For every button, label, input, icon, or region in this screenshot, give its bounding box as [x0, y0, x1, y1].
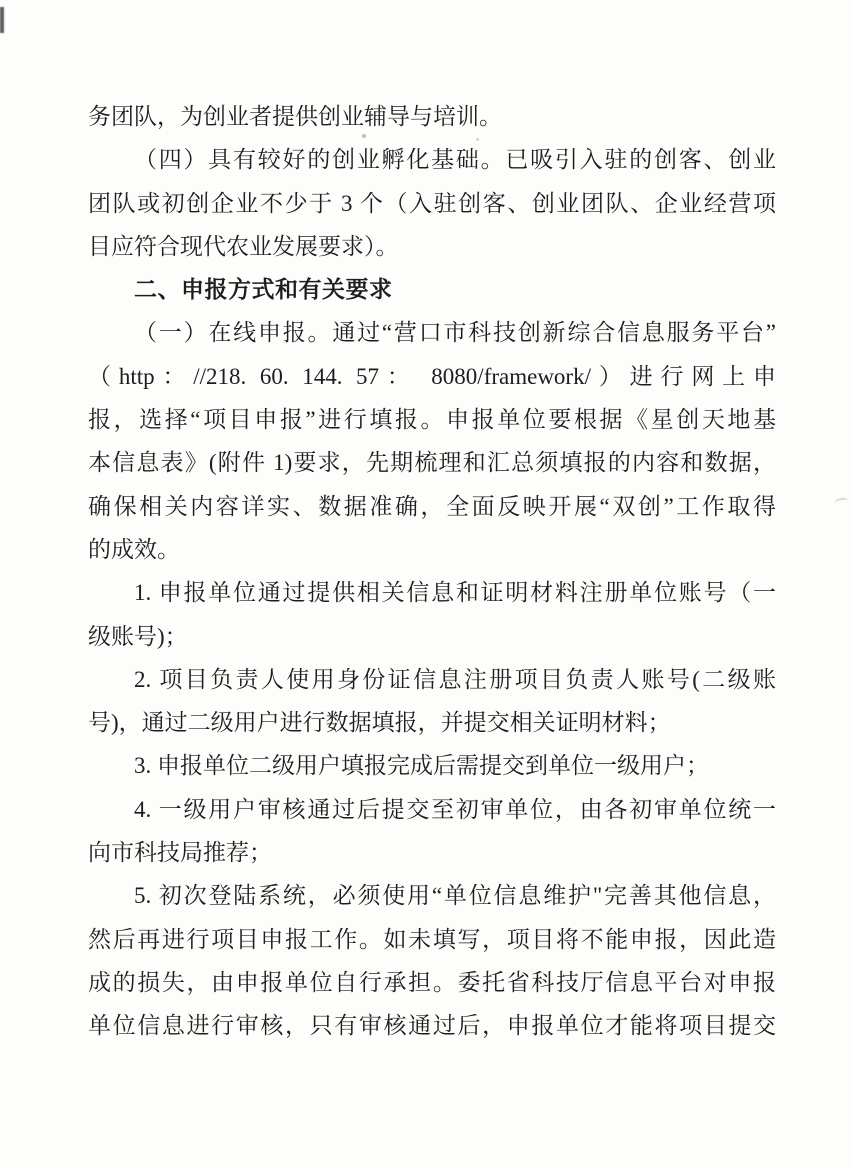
- document-body: [88, 95, 776, 1048]
- paragraph-end-line: 向市科技局推荐；: [88, 840, 272, 866]
- paragraph-line: 确保相关内容详实、数据准确，全面反映开展“双创”工作取得: [88, 493, 776, 519]
- clause-lead-text: （一）在线申报。: [134, 320, 333, 346]
- paragraph-line: 报，选择“项目申报”进行填报。申报单位要根据《星创天地基: [88, 407, 776, 433]
- section-heading: 二、申报方式和有关要求: [134, 276, 393, 303]
- paragraph-end-line: 的成效。: [88, 536, 180, 562]
- paragraph-end-line: 目应符合现代农业发展要求）。: [88, 233, 399, 259]
- paragraph-line: 然后再进行项目申报工作。如未填写，项目将不能申报，因此造: [88, 926, 776, 952]
- paragraph-line: 成的损失，由申报单位自行承担。委托省科技厅信息平台对申报: [88, 969, 776, 995]
- paragraph-line: 单位信息进行审核，只有审核通过后，申报单位才能将项目提交: [88, 1013, 776, 1039]
- paragraph-line: [88, 138, 776, 181]
- paragraph-line: [88, 311, 776, 354]
- paragraph-end-line: 号)，通过二级用户进行数据填报，并提交相关证明材料；: [88, 710, 671, 736]
- paragraph-line: 团队或初创企业不少于 3 个（入驻创客、创业团队、企业经营项: [88, 190, 776, 216]
- scan-edge-smudge: [0, 7, 4, 33]
- numbered-item-line: 2. 项目负责人使用身份证信息注册项目负责人账号(二级账: [134, 666, 776, 692]
- url-line: （http：//218. 60. 144. 57： 8080/framework/）进行网上申: [88, 363, 776, 389]
- scan-scratch-mark: [834, 497, 849, 509]
- numbered-item-line: 4. 一级用户审核通过后提交至初审单位，由各初审单位统一: [134, 796, 776, 822]
- numbered-item-line: 5. 初次登陆系统，必须使用“单位信息维护"完善其他信息，: [134, 883, 776, 909]
- clause-body-text: 通过“营口市科技创新综合信息服务平台”: [332, 320, 777, 346]
- paragraph-continuation-line: 务团队，为创业者提供创业辅导与培训。: [88, 104, 502, 129]
- paragraph-line: 本信息表》(附件 1)要求，先期梳理和汇总须填报的内容和数据，: [88, 450, 776, 476]
- numbered-item-line: 1. 申报单位通过提供相关信息和证明材料注册单位账号（一: [134, 580, 776, 606]
- paragraph-end-line: 级账号)；: [88, 623, 188, 649]
- clause-lead-text: （四）具有较好的创业孵化基础。: [134, 147, 506, 173]
- clause-body-text: 已吸引入驻的创客、创业: [505, 147, 777, 173]
- numbered-item-line: 3. 申报单位二级用户填报完成后需提交到单位一级用户；: [134, 753, 709, 779]
